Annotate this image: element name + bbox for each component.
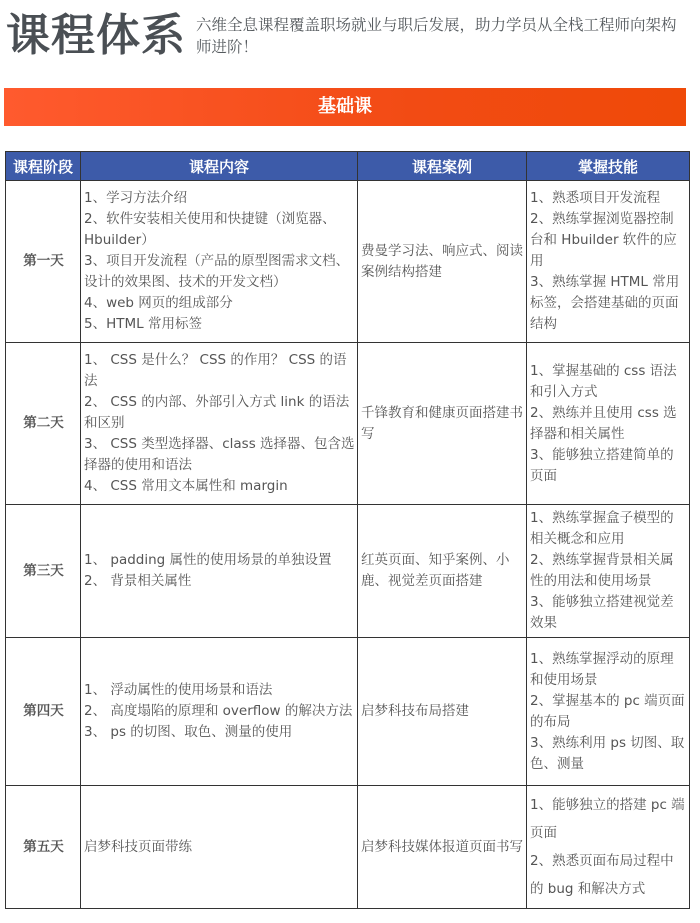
stage-cell: 第一天 — [6, 181, 81, 343]
skill-item: 3、能够独立搭建简单的页面 — [530, 446, 674, 484]
cases-cell: 红英页面、知乎案例、小鹿、视觉差页面搭建 — [358, 505, 527, 638]
skill-item: 2、熟练掌握浏览器控制台和 Hbuilder 软件的应用 — [530, 211, 677, 269]
skill-item: 3、熟练利用 ps 切图、取色、测量 — [530, 734, 685, 772]
content-item: 4、 CSS 常用文本属性和 margin — [84, 478, 288, 494]
content-item: 3、项目开发流程（产品的原型图需求文档、设计的效果图、技术的开发文档） — [84, 253, 350, 290]
table-row — [6, 786, 690, 909]
content-item: 1、学习方法介绍 — [84, 190, 188, 206]
section-banner: 基础课 — [4, 88, 686, 126]
skill-item: 2、熟练掌握背景相关属性的用法和使用场景 — [530, 552, 674, 589]
skill-item: 1、能够独立的搭建 pc 端页面 — [530, 797, 685, 841]
content-item: 5、HTML 常用标签 — [84, 316, 202, 332]
column-header-stage: 课程阶段 — [6, 152, 81, 181]
skills-cell — [527, 181, 690, 343]
content-item: 1、 padding 属性的使用场景的单独设置 — [84, 552, 332, 568]
skill-item: 2、熟悉页面布局过程中的 bug 和解决方式 — [530, 853, 674, 897]
skill-item: 3、熟练掌握 HTML 常用标签，会搭建基础的页面结构 — [530, 274, 680, 332]
content-item: 3、 ps 的切图、取色、测量的使用 — [84, 724, 293, 740]
skills-cell — [527, 638, 690, 786]
table-header-row — [6, 152, 690, 181]
content-item: 2、 CSS 的内部、外部引入方式 link 的语法和区别 — [84, 394, 350, 431]
content-item: 启梦科技页面带练 — [84, 838, 192, 855]
content-item: 1、 浮动属性的使用场景和语法 — [84, 682, 273, 698]
skill-item: 2、掌握基本的 pc 端页面的布局 — [530, 692, 685, 730]
table-row — [6, 505, 690, 638]
table-row — [6, 181, 690, 343]
course-table — [5, 151, 690, 909]
page-title: 课程体系 — [6, 10, 186, 61]
column-header-skills: 掌握技能 — [527, 152, 690, 181]
skills-cell — [527, 505, 690, 638]
skill-item: 1、掌握基础的 css 语法和引入方式 — [530, 362, 677, 400]
cases-cell: 启梦科技媒体报道页面书写 — [358, 786, 527, 909]
skill-item: 1、熟练掌握浮动的原理和使用场景 — [530, 650, 674, 688]
content-item: 4、web 网页的组成部分 — [84, 295, 233, 311]
skill-item: 1、熟悉项目开发流程 — [530, 190, 661, 206]
stage-cell: 第三天 — [6, 505, 81, 638]
table-row — [6, 343, 690, 505]
content-item: 1、 CSS 是什么？ CSS 的作用？ CSS 的语法 — [84, 352, 347, 389]
skill-item: 3、能够独立搭建视觉差效果 — [530, 594, 674, 631]
content-item: 2、 高度塌陷的原理和 overflow 的解决方法 — [84, 703, 353, 719]
cases-cell: 启梦科技布局搭建 — [358, 638, 527, 786]
stage-cell: 第五天 — [6, 786, 81, 909]
content-item: 2、软件安装相关使用和快捷键（浏览器、Hbuilder） — [84, 211, 336, 248]
content-cell — [81, 638, 358, 786]
content-cell — [81, 181, 358, 343]
column-header-cases: 课程案例 — [358, 152, 527, 181]
page-subtitle: 六维全息课程覆盖职场就业与职后发展，助力学员从全栈工程师向架构师进阶！ — [196, 16, 677, 56]
cases-cell: 千锋教育和健康页面搭建书写 — [358, 343, 527, 505]
table-row — [6, 638, 690, 786]
content-cell — [81, 343, 358, 505]
content-item: 3、 CSS 类型选择器、class 选择器、包含选择器的使用和语法 — [84, 436, 355, 473]
skills-cell — [527, 343, 690, 505]
content-cell — [81, 786, 358, 909]
content-cell — [81, 505, 358, 638]
skills-cell — [527, 786, 690, 909]
skill-item: 1、熟练掌握盒子模型的相关概念和应用 — [530, 510, 674, 547]
content-item: 2、 背景相关属性 — [84, 573, 192, 589]
cases-cell: 费曼学习法、响应式、阅读案例结构搭建 — [358, 181, 527, 343]
page-header — [0, 0, 700, 80]
column-header-content: 课程内容 — [81, 152, 358, 181]
stage-cell: 第四天 — [6, 638, 81, 786]
stage-cell: 第二天 — [6, 343, 81, 505]
skill-item: 2、熟练并且使用 css 选择器和相关属性 — [530, 404, 677, 442]
